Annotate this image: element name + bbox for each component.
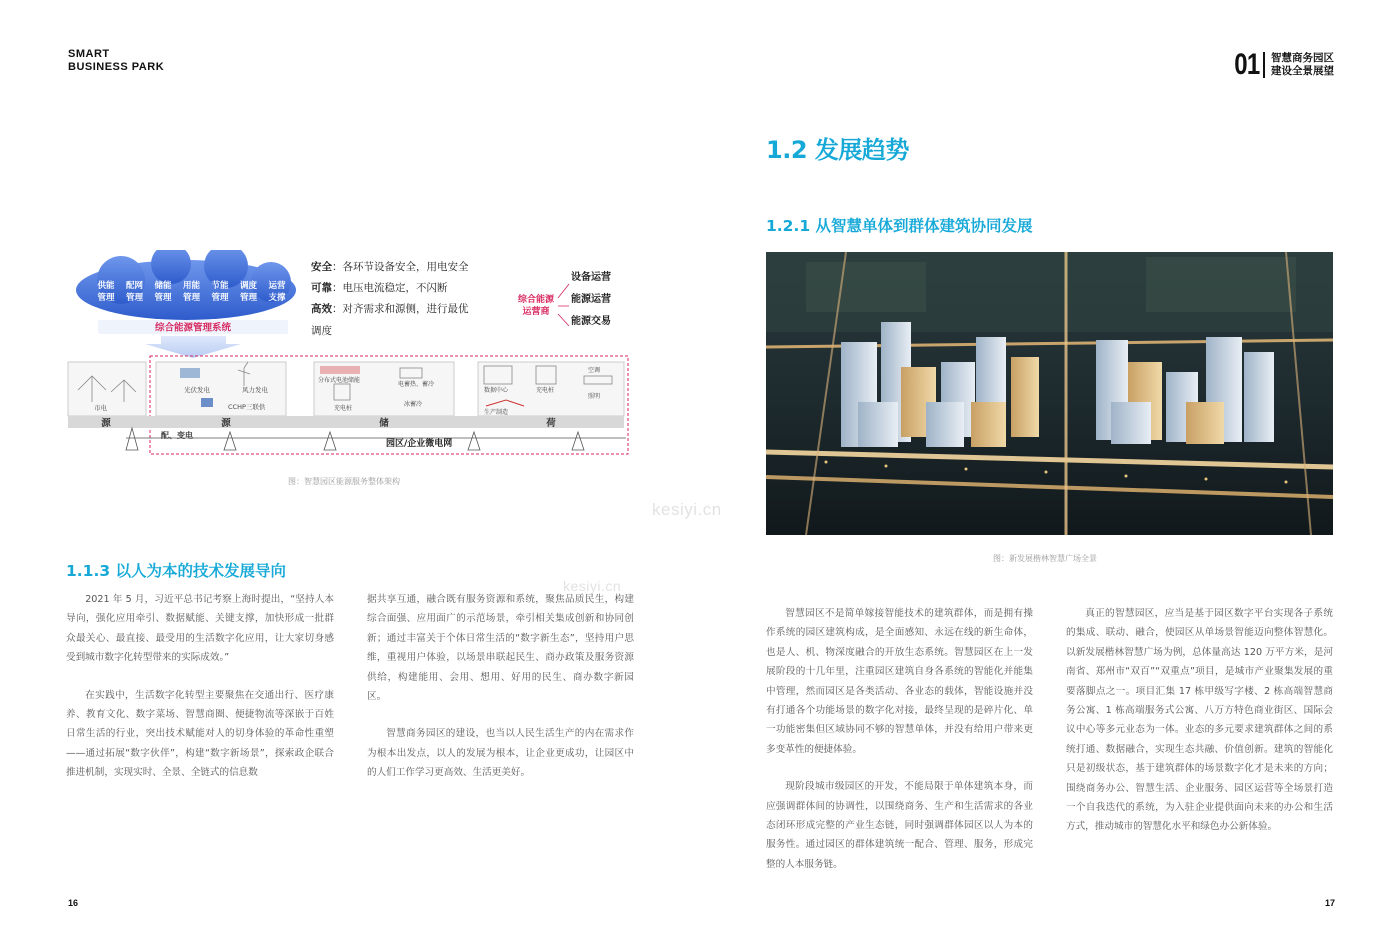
aerial-photo xyxy=(766,252,1333,535)
data-center-label: 数据中心 xyxy=(484,387,509,394)
production-label: 生产制造 xyxy=(484,409,509,416)
cloud-item-7-line-1: 运营 xyxy=(268,281,286,291)
chapter-number: 01 xyxy=(1233,48,1259,81)
microgrid-label: 园区/企业微电网 xyxy=(386,439,453,449)
subsection-title-1-2-1: 1.2.1 从智慧单体到群体建筑协同发展 xyxy=(766,217,1033,235)
source-category-1: 源 xyxy=(101,418,111,429)
left-col1-para-2: 在实践中，生活数字化转型主要聚焦在交通出行、医疗康养、教育文化、数字菜场、智慧商圈、便捷物流等深嵌于百姓日常生活的行业，突出技术赋能对人的切身体验的革命性重塑——通过拓展“数字伙伴”，构建“数字新场景”，探索政企联合推进机制，实现实时、全景、全链式的信息数 xyxy=(66,689,334,779)
right-col1-para-2: 现阶段城市级园区的开发，不能局限于单体建筑本身，而应强调群体间的协调性，以围绕商务、生产和生活需求的各业态闭环形成完整的产业生态链，同时强调群体园区以人为本的服务性。通过园区的群体建筑统一配合、管理、服务，形成完整的人本服务链。 xyxy=(766,781,1033,870)
operator-connectors xyxy=(558,284,569,326)
source-category-2: 源 xyxy=(221,418,231,429)
left-col2-para-1: 据共享互通，融合既有服务资源和系统，聚焦品质民生，构建综合面强、应用面广的示范场景，牵引相关集成创新和协同创新；通过丰富关于个体日常生活的“数字新生态”，坚持用户思维，重视用户体验，以场景串联起民生、商办政策及服务资源供给，构建能用、会用、想用、好用的民生、商办数字新园区。 xyxy=(367,594,634,703)
cloud-item-4-line-2: 管理 xyxy=(182,293,201,303)
charger-label: 充电桩 xyxy=(536,387,555,394)
operation-3: 能源交易 xyxy=(571,316,611,327)
left-col1-para-1: 2021 年 5 月，习近平总书记考察上海时提出，“坚持人本导向，强化应用牵引、数据赋能、关键支撑，加快形成一批群众最关心、最直接、最受用的生活数字化应用，让大家切身感受到城市数字化转型带来的实际成效。” xyxy=(66,594,334,664)
city-power-box xyxy=(68,362,146,416)
solar-panel-icon xyxy=(180,368,200,378)
cloud-item-5-line-2: 管理 xyxy=(211,293,229,303)
ice-storage-label: 冰蓄冷 xyxy=(404,401,423,408)
battery-icon xyxy=(320,366,360,374)
section-title-1-1-3: 1.1.3 以人为本的技术发展导向 xyxy=(66,562,287,580)
cloud-item-6-line-1: 调度 xyxy=(239,281,258,291)
page-number-right: 17 xyxy=(1325,898,1336,908)
diagram-caption: 图：智慧园区能源服务整体架构 xyxy=(288,477,400,486)
distribution-label: 配、变电 xyxy=(161,431,193,440)
chapter-divider xyxy=(1263,52,1265,78)
left-column-2 xyxy=(367,590,634,801)
cloud-item-2-line-1: 配网 xyxy=(125,281,144,291)
cchp-icon xyxy=(201,398,213,407)
feature-4: 调度 xyxy=(311,325,332,337)
chapter-title-line-2: 建设全景展望 xyxy=(1271,65,1334,77)
brand-line-2: BUSINESS PARK xyxy=(68,61,165,73)
cloud-item-1-line-1: 供能 xyxy=(97,281,115,291)
left-column-1 xyxy=(66,590,334,801)
aerial-photo-graphic xyxy=(766,252,1333,535)
right-col2-para-1: 真正的智慧园区，应当是基于园区数字平台实现各子系统的集成、联动、融合，使园区从单场景智能迈向整体智慧化。以新发展楷林智慧广场为例，总体量高达 120 万平方米，是河南省、郑州市“双百”“双重点”项目，是城市产业聚集发展的重要落脚点之一。项目汇集 17 栋甲级写字楼、2 栋高端智慧商务公寓、1 栋高端服务式公寓、八万方特色商业街区、国际会议中心等多元业态为一体。业态的多元要求建筑群体之间的系统打通、数据融合，实现生态共融、价值创新。建筑的智能化只是初级状态，基于建筑群体的场景数字化才是未来的方向；围绕商务办公、智慧生活、企业服务、园区运营等全场景打造一个自我迭代的系统，为入驻企业提供面向未来的办公和生活方式，推动城市的智慧化水平和绿色办公新体验。 xyxy=(1066,608,1333,833)
cloud-item-5-line-1: 节能 xyxy=(211,281,229,291)
watermark-2: kesiyi.cn xyxy=(563,578,622,594)
brand-line-1: SMART xyxy=(68,48,110,60)
operator-label-2: 运营商 xyxy=(522,307,550,317)
left-col2-para-2: 智慧商务园区的建设，也当以人民生活生产的内在需求作为根本出发点，以人的发展为根本，让企业更成功，让园区中的人们工作学习更高效、生活更美好。 xyxy=(367,728,634,779)
page-number-left: 16 xyxy=(68,898,79,908)
city-power-label: 市电 xyxy=(94,404,107,412)
storage-battery-label: 分布式电池储能 xyxy=(318,377,361,384)
operator-label-1: 综合能源 xyxy=(517,295,555,305)
category-bar xyxy=(68,416,624,428)
operation-1: 设备运营 xyxy=(571,272,611,283)
heat-storage-label: 电蓄热、蓄冷 xyxy=(398,381,435,388)
wind-label: 风力发电 xyxy=(242,386,268,394)
right-col1-para-1: 智慧园区不是简单嫁接智能技术的建筑群体，而是拥有操作系统的园区建筑构成，是全面感知、永远在线的新生命体，也是人、机、物深度融合的开放生态系统。智慧园区在上一发展阶段的十几年里，注重园区建筑自身各系统的智能化并能集中管理，然而园区是各类活动、各业态的载体，智能设施并没有打通各个功能场景的数字化对接，最终呈现的是碎片化、单一功能密集但区域协同不够的智慧单体，并没有给用户带来更多变革性的便捷体验。 xyxy=(766,608,1033,755)
cloud-item-6-line-2: 管理 xyxy=(239,293,258,303)
feature-3: 高效：对齐需求和源侧，进行最优 xyxy=(311,303,469,315)
ac-label: 空调 xyxy=(588,367,601,374)
feature-2: 可靠：电压电流稳定，不闪断 xyxy=(311,282,448,294)
cloud-item-2-line-2: 管理 xyxy=(125,293,144,303)
operation-2: 能源运营 xyxy=(571,294,611,305)
chapter-header xyxy=(1228,48,1334,82)
charging-pile-label: 充电桩 xyxy=(334,405,353,412)
load-category: 荷 xyxy=(546,418,556,429)
watermark-1: kesiyi.cn xyxy=(652,500,722,519)
cchp-label: CCHP三联供 xyxy=(228,403,266,411)
chapter-title xyxy=(1271,52,1334,78)
photo-caption: 图：新发展楷林智慧广场全景 xyxy=(993,554,1097,563)
right-column-2 xyxy=(1066,604,1333,855)
storage-category: 储 xyxy=(379,418,389,429)
right-column-1 xyxy=(766,604,1033,892)
cloud-item-3-line-1: 储能 xyxy=(154,281,172,291)
transmission-tower-icons xyxy=(126,428,584,450)
cloud-item-3-line-2: 管理 xyxy=(154,293,172,303)
brand-logo-text xyxy=(68,48,164,74)
down-arrow-icon xyxy=(145,336,241,358)
cloud-item-4-line-1: 用能 xyxy=(182,281,201,291)
chapter-title-line-1: 智慧商务园区 xyxy=(1271,52,1334,64)
system-label: 综合能源管理系统 xyxy=(154,322,232,334)
pv-label: 光伏发电 xyxy=(184,386,210,394)
lighting-label: 照明 xyxy=(588,393,601,400)
cloud-item-1-line-2: 管理 xyxy=(97,293,115,303)
cloud-item-7-line-2: 支撑 xyxy=(268,293,286,303)
section-title-1-2: 1.2 发展趋势 xyxy=(766,136,909,164)
feature-1: 安全：各环节设备安全，用电安全 xyxy=(311,261,469,273)
energy-architecture-diagram xyxy=(66,250,634,460)
